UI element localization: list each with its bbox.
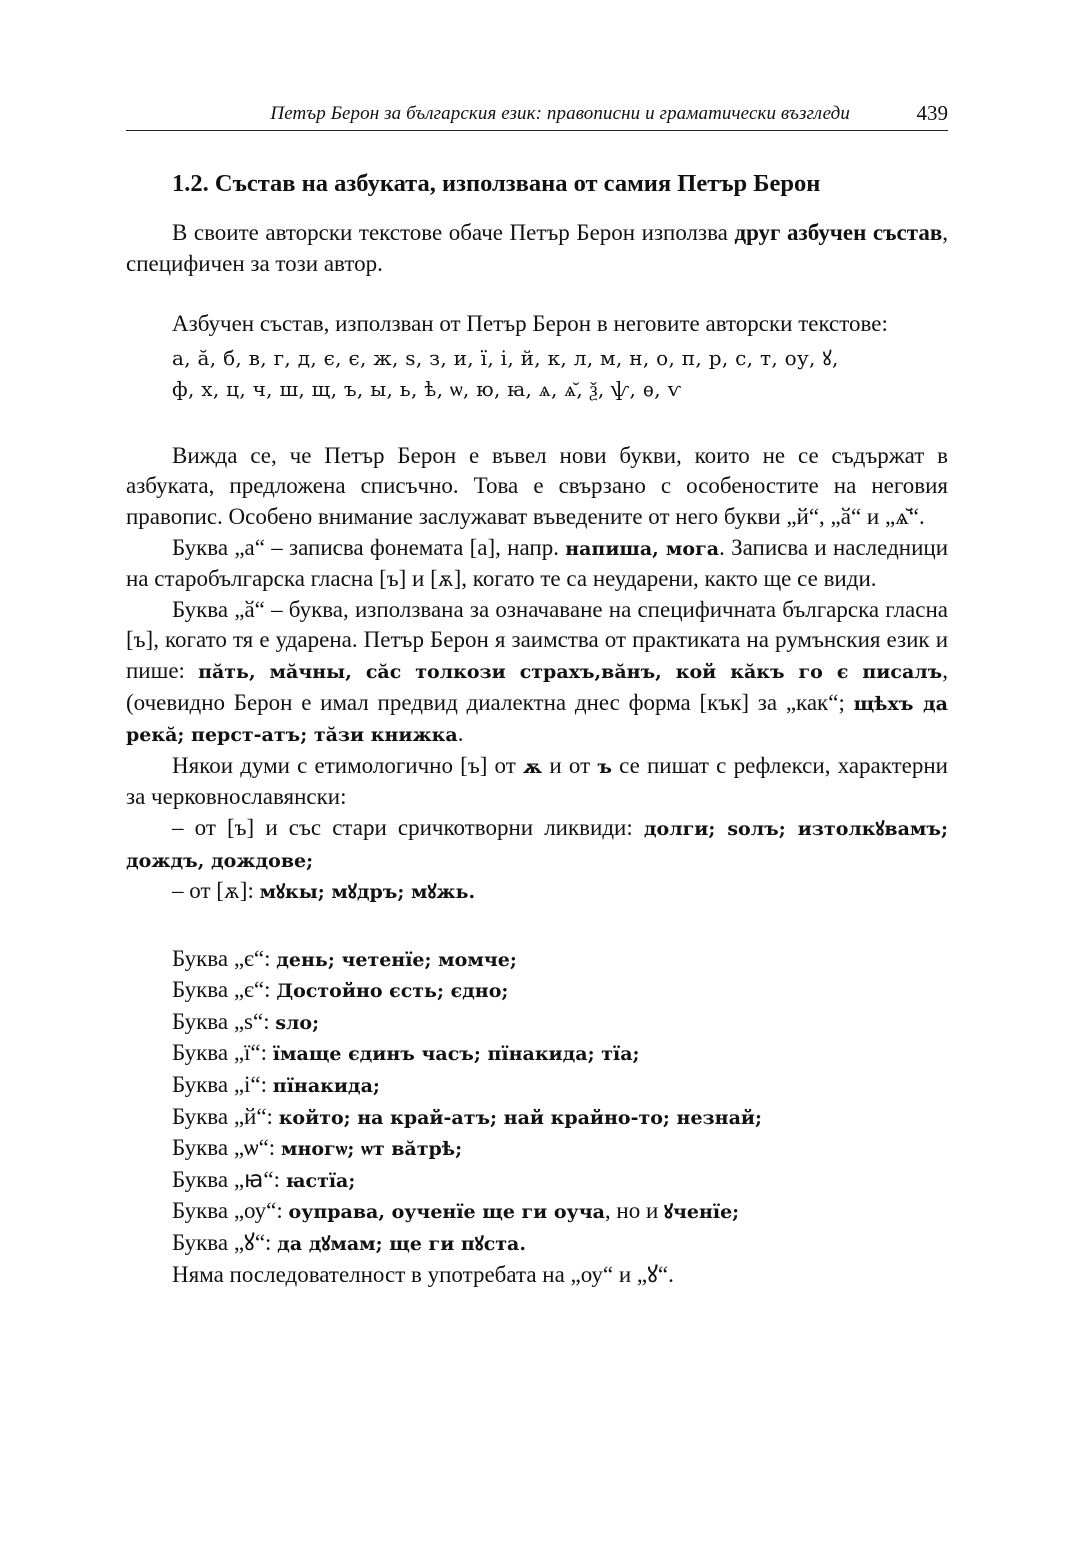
yus-letter: ѫ (523, 755, 543, 778)
letter-a-paragraph (126, 533, 948, 595)
main-text (126, 168, 948, 1290)
letter-examples: ѕло; (275, 1011, 320, 1034)
intro-text: В своите авторски текстове обаче Петър Берон използва (172, 220, 735, 245)
letter-list (172, 944, 948, 1291)
list-item: Буква „є“: день; четенїе; момче; (172, 945, 517, 971)
alphabet-line-1: а, ӑ, б, в, г, д, є, є, ж, ѕ, з, и, ї, і, й, к, л, м, н, о, п, р, с, т, оу, ꙋ, (172, 345, 839, 370)
list-item: Буква „і“: пїнакида; (172, 1072, 380, 1098)
list-item: Буква „оу“: оуправа, оученїе ще ги оуча, но и ꙋченїе; (172, 1198, 740, 1224)
letter-examples: оуправа, оученїе ще ги оуча (288, 1201, 605, 1224)
closing-sentence: Няма последователност в употребата на „оу“ и „ꙋ“. (172, 1261, 674, 1287)
liquids-item (126, 813, 948, 876)
list-item: Буква „й“: който; на край-атъ; най крайно-то; незнай; (172, 1103, 762, 1129)
alphabet-list (172, 343, 948, 405)
letter-a-examples: напиша, мога (565, 537, 720, 560)
letter-a-breve-text-end: . (457, 721, 464, 747)
list-item: Буква „є“: Достойно єсть; єдно; (172, 977, 509, 1003)
liquids-examples: долги; ѕолъ; изтолкꙋвамъ; дождъ, дождове; (126, 817, 948, 872)
letter-a-breve-text-mid: , (очевидно Берон е имал предвид диалектна днес форма [кък] за „как“; (126, 657, 948, 715)
letter-examples: Достойно єсть; єдно; (276, 980, 509, 1003)
yus-text: – от [ѫ]: (172, 878, 260, 904)
yer-letter: ъ (597, 755, 612, 778)
letter-a-breve-examples-2: щѣхъ да рекӑ; перст-атъ; тӑзи книжка (126, 692, 948, 747)
letter-examples: да дꙋмам; ще ги пꙋста. (277, 1233, 526, 1256)
letter-a-breve-examples-1: пӑть, мӑчны, сӑс толкози страхъ,вӑнъ, кой кӑкъ го є писалъ (198, 660, 943, 683)
letter-examples: їмаще єдинъ часъ; пїнакида; тїа; (272, 1043, 640, 1066)
list-item: Буква „ꙗ“: ꙗстїа; (172, 1166, 356, 1192)
etymology-text-mid: и от (542, 752, 598, 778)
running-header (126, 100, 948, 131)
list-item: Буква „ї“: їмаще єдинъ часъ; пїнакида; тїа; (172, 1040, 640, 1066)
letter-examples: ꙗстїа; (285, 1169, 356, 1192)
letter-examples-2: ꙋченїе; (664, 1201, 740, 1224)
letter-a-breve-text: Буква „ӑ“ – буква, използвана за означаване на специфичната българска гласна [ъ], когато тя е ударена. Петър Берон я заимства от практиката на румънския език и пише: (126, 596, 948, 683)
letter-examples: пїнакида; (272, 1075, 380, 1098)
page-number: 439 (916, 101, 948, 125)
alphabet-caption: Азбучен състав, използван от Петър Берон в неговите авторски текстове: (172, 311, 888, 337)
etymology-text: Някои думи с етимологично [ъ] от (172, 752, 523, 778)
running-title: Петър Берон за българския език: правописни и граматически възгледи (270, 103, 850, 124)
liquids-text: – от [ъ] и със стари сричкотворни ликвиди: (172, 814, 644, 840)
list-item: Буква „ꙋ“: да дꙋмам; ще ги пꙋста. (172, 1230, 526, 1256)
alphabet-line-2: ф, х, ц, ч, ш, щ, ъ, ы, ь, ѣ, ѡ, ю, ꙗ, ѧ, ѧ̆, ѯ, ѱ, ѳ, ѵ (172, 376, 682, 401)
list-item: Буква „ѡ“: многѡ; ѡт вӑтрѣ; (172, 1135, 463, 1161)
letter-a-text: Буква „а“ – записва фонемата [а], напр. (172, 534, 566, 560)
intro-bold-term: друг азбучен състав (734, 220, 943, 245)
intro-text-end: , специфичен за този автор. (126, 220, 948, 276)
section-heading: 1.2. Състав на азбуката, използвана от самия Петър Берон (172, 170, 821, 197)
etymology-paragraph (126, 751, 948, 813)
letter-examples: който; на край-атъ; най крайно-то; незнай; (278, 1106, 762, 1129)
yus-examples: мꙋкы; мꙋдръ; мꙋжь. (259, 881, 476, 904)
letter-examples: многѡ; ѡт вӑтрѣ; (280, 1138, 463, 1161)
letter-a-text-end: . Записва и наследници на старобългарска гласна [ъ] и [ѫ], когато те са неударени, както ще се види. (126, 534, 949, 592)
letter-a-breve-paragraph (126, 595, 948, 751)
list-item: Буква „ѕ“: ѕло; (172, 1008, 320, 1034)
new-letters-paragraph: Вижда се, че Петър Берон е въвел нови букви, които не се съдържат в азбуката, предложена списъчно. Това е свързано с особеностите на неговия правопис. Особено внимание заслужават въведените от него букви „й“, „ӑ“ и „ѧ̆“. (126, 442, 948, 529)
yus-item (126, 876, 948, 908)
intro-paragraph (126, 218, 948, 279)
letter-examples: день; четенїе; момче; (276, 948, 517, 971)
etymology-text-end: се пишат с рефлекси, характерни за черковнославянски: (126, 752, 948, 810)
